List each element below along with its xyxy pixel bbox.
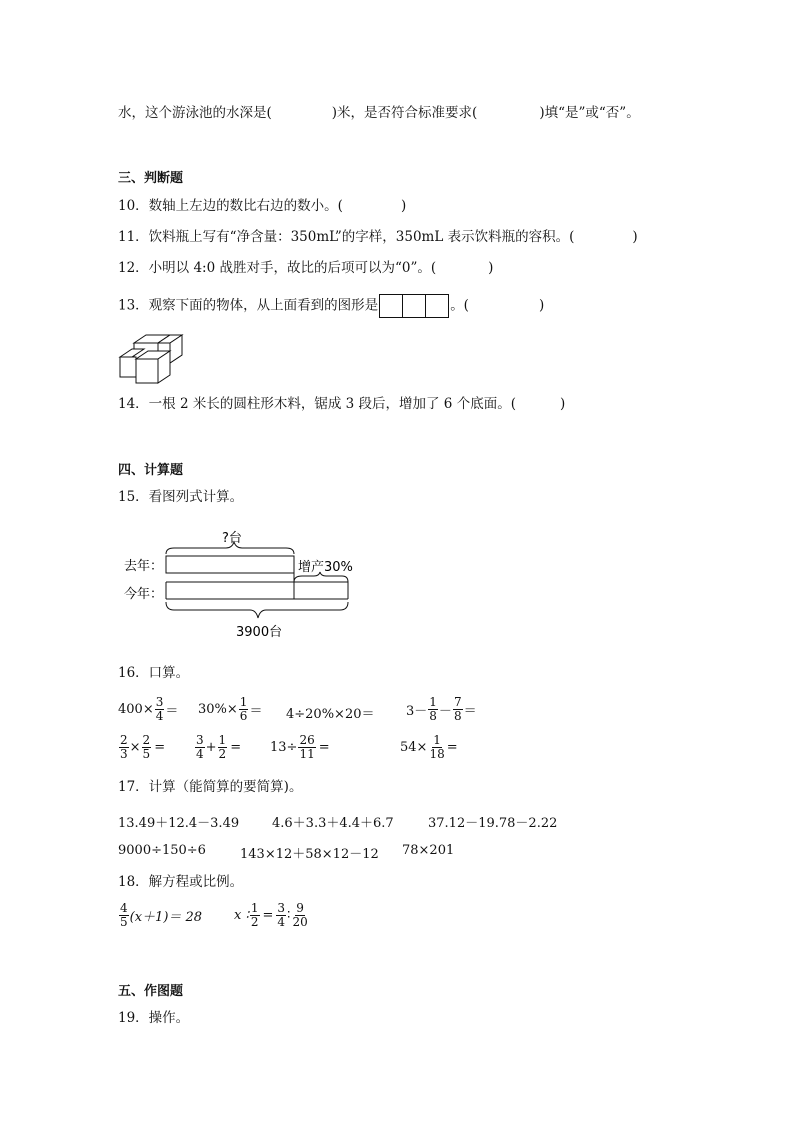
diagram-top-label: ?台 <box>222 531 242 546</box>
equation-1: $\frac{4}{5}$ (x＋1)＝ 28 <box>120 901 203 929</box>
calc-expr-4: 9000÷150÷6 <box>118 843 206 858</box>
section-4-title: 四、计算题 <box>118 463 184 478</box>
question-13: 13．观察下面的物体，从上面看到的图形是 。( ) <box>118 294 544 318</box>
section-3-title: 三、判断题 <box>118 171 184 186</box>
fraction: $\frac{3}{4}$ <box>155 695 164 723</box>
bottom-brace <box>166 602 348 618</box>
last-year-label: 去年： <box>124 559 164 574</box>
calc-expr-5: 143×12＋58×12－12 <box>240 847 379 862</box>
q9-tail: 水，这个游泳池的水深是( )米，是否符合标准要求( )填“是”或“否”。 <box>118 105 640 121</box>
fraction: $\frac{2}{3}$ <box>120 733 128 761</box>
section-5-title: 五、作图题 <box>118 984 184 999</box>
oral-expr-8: 54× $\frac{1}{18}$ = <box>400 733 458 761</box>
question-16: 16．口算。 <box>118 665 190 681</box>
fraction: $\frac{1}{8}$ <box>429 695 437 723</box>
calc-expr-6: 78×201 <box>402 843 455 858</box>
this-year-label: 今年： <box>124 587 164 602</box>
calc-expr-3: 37.12－19.78－2.22 <box>428 816 558 831</box>
fraction: $\frac{3}{4}$ <box>277 901 286 929</box>
oral-expr-2: 30%× $\frac{1}{6}$ ＝ <box>198 695 263 723</box>
cube-object-figure <box>118 333 188 385</box>
oral-expr-6: $\frac{3}{4}$ + $\frac{1}{2}$ = <box>196 733 242 761</box>
calc-expr-2: 4.6＋3.3＋4.4＋6.7 <box>272 816 394 831</box>
oral-expr-4: 3－ $\frac{1}{8}$ － $\frac{7}{8}$ ＝ <box>406 695 477 723</box>
fraction: $\frac{1}{6}$ <box>239 695 248 723</box>
fraction: $\frac{9}{20}$ <box>292 901 308 929</box>
question-12: 12．小明以 4:0 战胜对手，故比的后项可以为“0”。( ) <box>118 260 494 276</box>
question-18: 18．解方程或比例。 <box>118 874 244 890</box>
oral-expr-5: $\frac{2}{3}$ × $\frac{2}{5}$ = <box>120 733 166 761</box>
fraction: $\frac{1}{18}$ <box>429 733 445 761</box>
oral-expr-3: 4÷20%×20＝ <box>286 707 375 722</box>
oral-expr-7: 13÷ $\frac{26}{11}$ = <box>270 733 330 761</box>
question-10: 10．数轴上左边的数比右边的数小。( ) <box>118 198 407 214</box>
question-14: 14．一根 2 米长的圆柱形木料，锯成 3 段后，增加了 6 个底面。( ) <box>118 396 566 412</box>
oral-expr-1: 400× $\frac{3}{4}$ ＝ <box>118 695 179 723</box>
fraction: $\frac{1}{2}$ <box>250 901 259 929</box>
fraction: $\frac{2}{5}$ <box>142 733 151 761</box>
question-11: 11．饮料瓶上写有“净含量：350mL”的字样，350mL 表示饮料瓶的容积。( ) <box>118 229 638 245</box>
calc-expr-1: 13.49＋12.4－3.49 <box>118 816 240 831</box>
question-17: 17．计算（能简算的要简算)。 <box>118 779 303 795</box>
fraction: $\frac{3}{4}$ <box>196 733 204 761</box>
fraction: $\frac{4}{5}$ <box>120 901 128 929</box>
top-view-grid <box>379 294 449 318</box>
fraction: $\frac{7}{8}$ <box>453 695 462 723</box>
proportion-1: x ∶ $\frac{1}{2}$ = $\frac{3}{4}$ ∶ $\frac{9}{20}$ <box>234 901 308 929</box>
fraction: $\frac{26}{11}$ <box>299 733 315 761</box>
diagram-bottom-label: 3900台 <box>236 625 283 640</box>
question-19: 19．操作。 <box>118 1010 190 1026</box>
last-year-bar <box>166 556 294 573</box>
fraction: $\frac{1}{2}$ <box>218 733 227 761</box>
increase-label: 增产30% <box>298 560 353 575</box>
segment-diagram <box>118 522 368 644</box>
question-15: 15．看图列式计算。 <box>118 489 244 505</box>
